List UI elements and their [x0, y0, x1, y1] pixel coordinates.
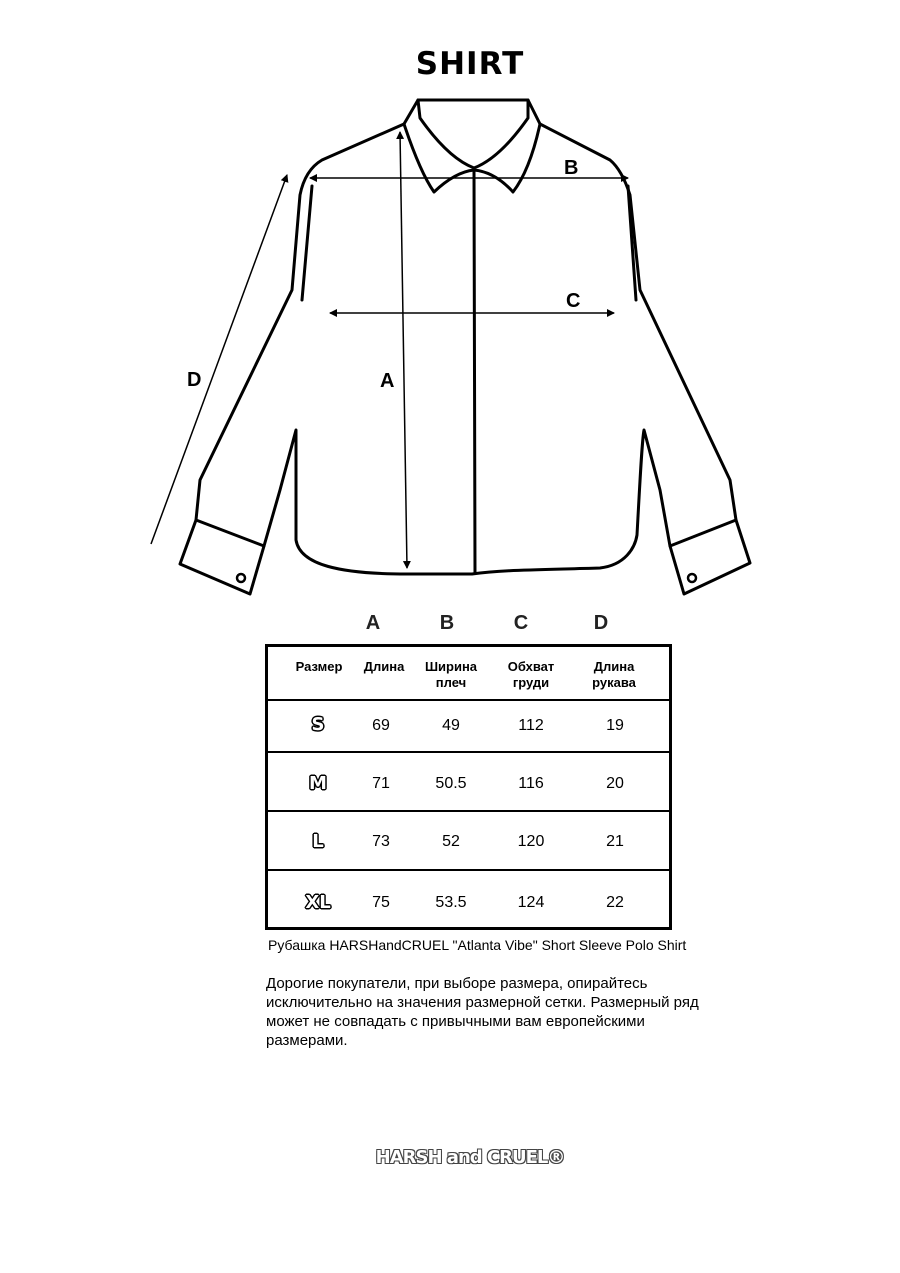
- cell-m-b: 50.5: [435, 775, 467, 792]
- table-divider: [268, 751, 669, 753]
- cell-s-c: 112: [518, 717, 544, 734]
- size-l-label: L: [312, 831, 324, 852]
- page-title: SHIRT: [415, 46, 525, 82]
- header-sleeve-length: Длина рукава: [592, 659, 636, 690]
- dimension-d-arrow: [151, 175, 287, 544]
- shirt-outline: [180, 100, 750, 594]
- left-cuff-button: [237, 574, 245, 582]
- header-chest-girth: Обхват груди: [507, 659, 555, 690]
- cell-s-d: 19: [606, 717, 624, 734]
- product-caption: Рубашка HARSHandCRUEL "Atlanta Vibe" Short Sleeve Polo Shirt: [268, 937, 687, 953]
- column-letter-b: B: [439, 612, 455, 634]
- size-table: [265, 644, 672, 930]
- measurement-arrows: [151, 132, 628, 568]
- sizing-notice: Дорогие покупатели, при выборе размера, опирайтесь исключительно на значения размерной сетки. Размерный ряд может не совпадать с привычными вам европейскими размерами.: [266, 975, 699, 1049]
- size-xl-label: XL: [305, 892, 331, 913]
- column-letter-d: D: [593, 612, 609, 634]
- cell-xl-b: 53.5: [435, 894, 467, 911]
- cell-m-a: 71: [372, 775, 390, 792]
- cell-s-b: 49: [442, 717, 460, 734]
- table-divider: [268, 869, 669, 871]
- column-letter-c: C: [513, 612, 529, 634]
- dimension-label-d: D: [187, 369, 202, 391]
- dimension-label-c: C: [566, 290, 581, 312]
- cell-l-b: 52: [442, 833, 460, 850]
- size-s-label: S: [311, 714, 325, 735]
- cell-xl-d: 22: [606, 894, 624, 911]
- cell-xl-c: 124: [517, 894, 545, 911]
- header-size: Размер: [295, 659, 343, 674]
- cell-xl-a: 75: [372, 894, 390, 911]
- cell-m-c: 116: [518, 775, 544, 792]
- brand-logo: HARSH and CRUEL®: [375, 1147, 565, 1168]
- size-m-label: M: [309, 773, 327, 794]
- dimension-label-b: B: [564, 157, 579, 179]
- right-cuff-button: [688, 574, 696, 582]
- column-letter-a: A: [365, 612, 381, 634]
- cell-l-d: 21: [606, 833, 624, 850]
- dimension-a-arrow: [400, 132, 407, 568]
- table-divider: [268, 810, 669, 812]
- cell-m-d: 20: [606, 775, 624, 792]
- table-divider: [268, 699, 669, 701]
- dimension-label-a: A: [380, 370, 395, 392]
- cell-s-a: 69: [372, 717, 390, 734]
- shirt-diagram: [0, 0, 900, 610]
- cell-l-a: 73: [372, 833, 390, 850]
- header-shoulder-width: Ширина плеч: [424, 659, 478, 690]
- header-length: Длина: [363, 659, 405, 674]
- cell-l-c: 120: [517, 833, 545, 850]
